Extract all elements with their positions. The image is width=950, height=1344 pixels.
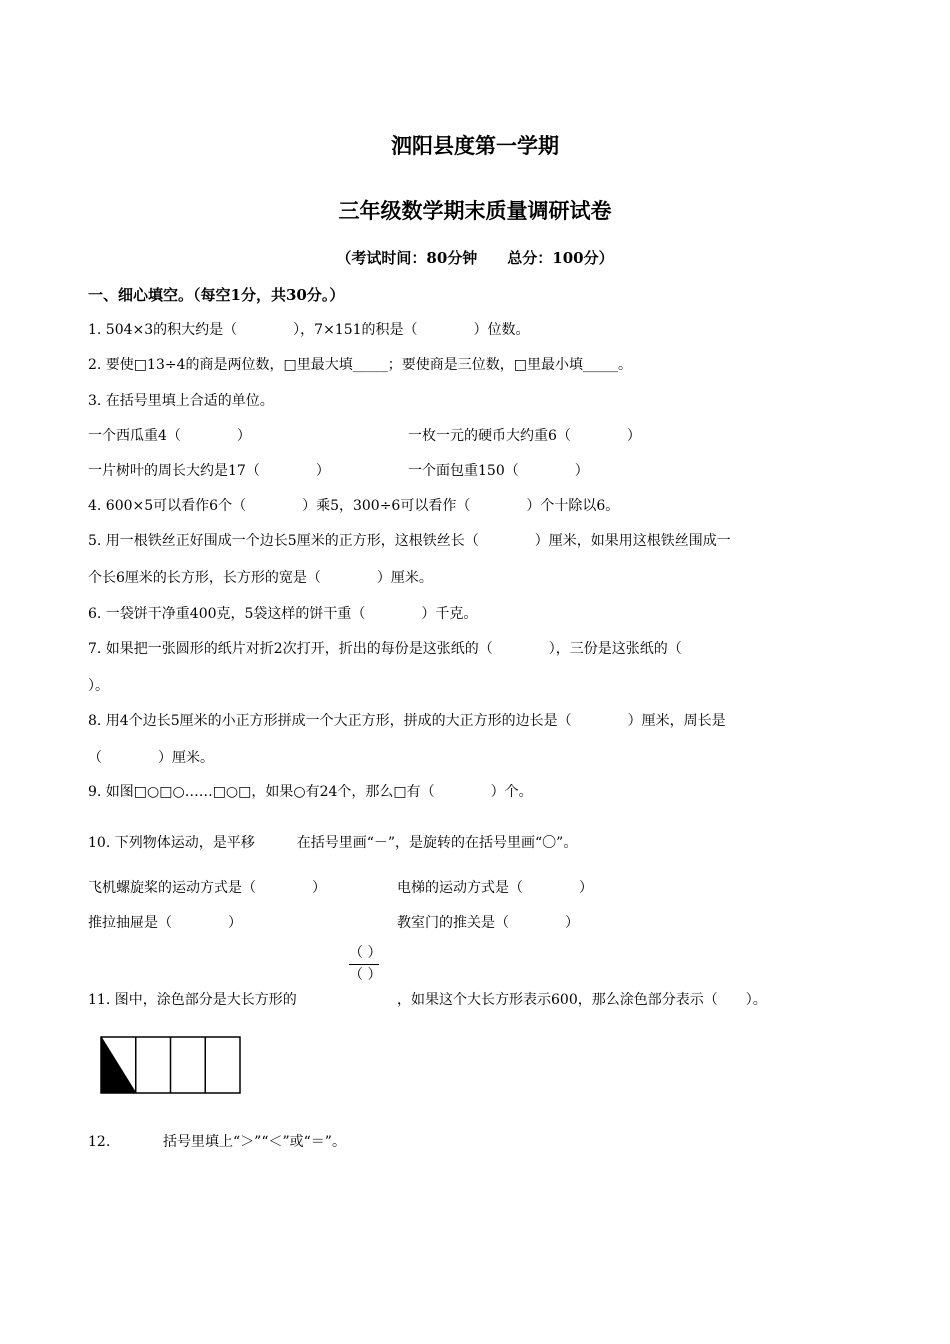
exam-title-line1: 泗阳县度第一学期: [391, 133, 559, 158]
question-10-item-c: 推拉抽屉是（ ）: [88, 915, 242, 931]
question-10: 10. 下列物体运动，是平移 在括号里画“－”，是旋转的在括号里画“〇”。: [88, 835, 578, 851]
question-4: 4. 600×5可以看作6个（ ）乘5，300÷6可以看作（ ）个十除以6。: [88, 498, 620, 514]
question-11-fraction: [349, 945, 382, 984]
question-7-line2: ）。: [88, 678, 109, 694]
fraction-bar: [349, 964, 379, 965]
rectangle-diagram: [100, 1036, 242, 1098]
question-11-text: 11. 图中，涂色部分是大长方形的: [88, 992, 297, 1008]
question-10-item-b: 电梯的运动方式是（ ）: [397, 880, 593, 896]
question-3-item-d: 一个面包重150（ ）: [408, 463, 589, 479]
question-3-item-b: 一枚一元的硬币大约重6（ ）: [408, 428, 641, 444]
question-2: 2. 要使□13÷4的商是两位数，□里最大填_____；要使商是三位数，□里最小填_____。: [88, 357, 632, 373]
question-5-line1: 5. 用一根铁丝正好围成一个边长5厘米的正方形，这根铁丝长（ ）厘米，如果用这根铁丝围成一: [88, 533, 731, 549]
question-8-line1: 8. 用4个边长5厘米的小正方形拼成一个大正方形，拼成的大正方形的边长是（ ）厘米，周长是: [88, 713, 726, 729]
question-8-line2: （ ）厘米。: [88, 750, 214, 766]
section-heading: 一、细心填空。（每空1分，共30分。）: [88, 286, 345, 304]
question-11-text-end: ，如果这个大长方形表示600，那么涂色部分表示（ ）。: [397, 992, 767, 1008]
question-7-line1: 7. 如果把一张圆形的纸片对折2次打开，折出的每份是这张纸的（ ），三份是这张纸的（: [88, 641, 682, 657]
rectangle-diagram-svg: [100, 1036, 242, 1094]
question-9: 9. 如图□○□○……□○□，如果○有24个，那么□有（ ）个。: [88, 784, 533, 800]
fraction-denominator: （ ）: [349, 967, 382, 983]
question-10-item-a: 飞机螺旋桨的运动方式是（ ）: [88, 880, 326, 896]
exam-subtitle: （考试时间：80分钟 总分：100分）: [336, 249, 614, 267]
question-12-text: 括号里填上“＞”“＜”或“＝”。: [163, 1134, 346, 1150]
question-3: 3. 在括号里填上合适的单位。: [88, 393, 274, 409]
fraction-numerator: （ ）: [349, 945, 382, 961]
question-3-item-a: 一个西瓜重4（ ）: [88, 428, 251, 444]
question-1: 1. 504×3的积大约是（ ），7×151的积是（ ）位数。: [88, 322, 530, 338]
question-10-item-d: 教室门的推关是（ ）: [397, 915, 579, 931]
question-12-number: 12.: [88, 1134, 111, 1150]
exam-title-line2: 三年级数学期末质量调研试卷: [338, 198, 612, 223]
question-6: 6. 一袋饼干净重400克，5袋这样的饼干重（ ）千克。: [88, 606, 478, 622]
question-5-line2: 个长6厘米的长方形，长方形的宽是（ ）厘米。: [88, 570, 433, 586]
question-3-item-c: 一片树叶的周长大约是17（ ）: [88, 463, 330, 479]
